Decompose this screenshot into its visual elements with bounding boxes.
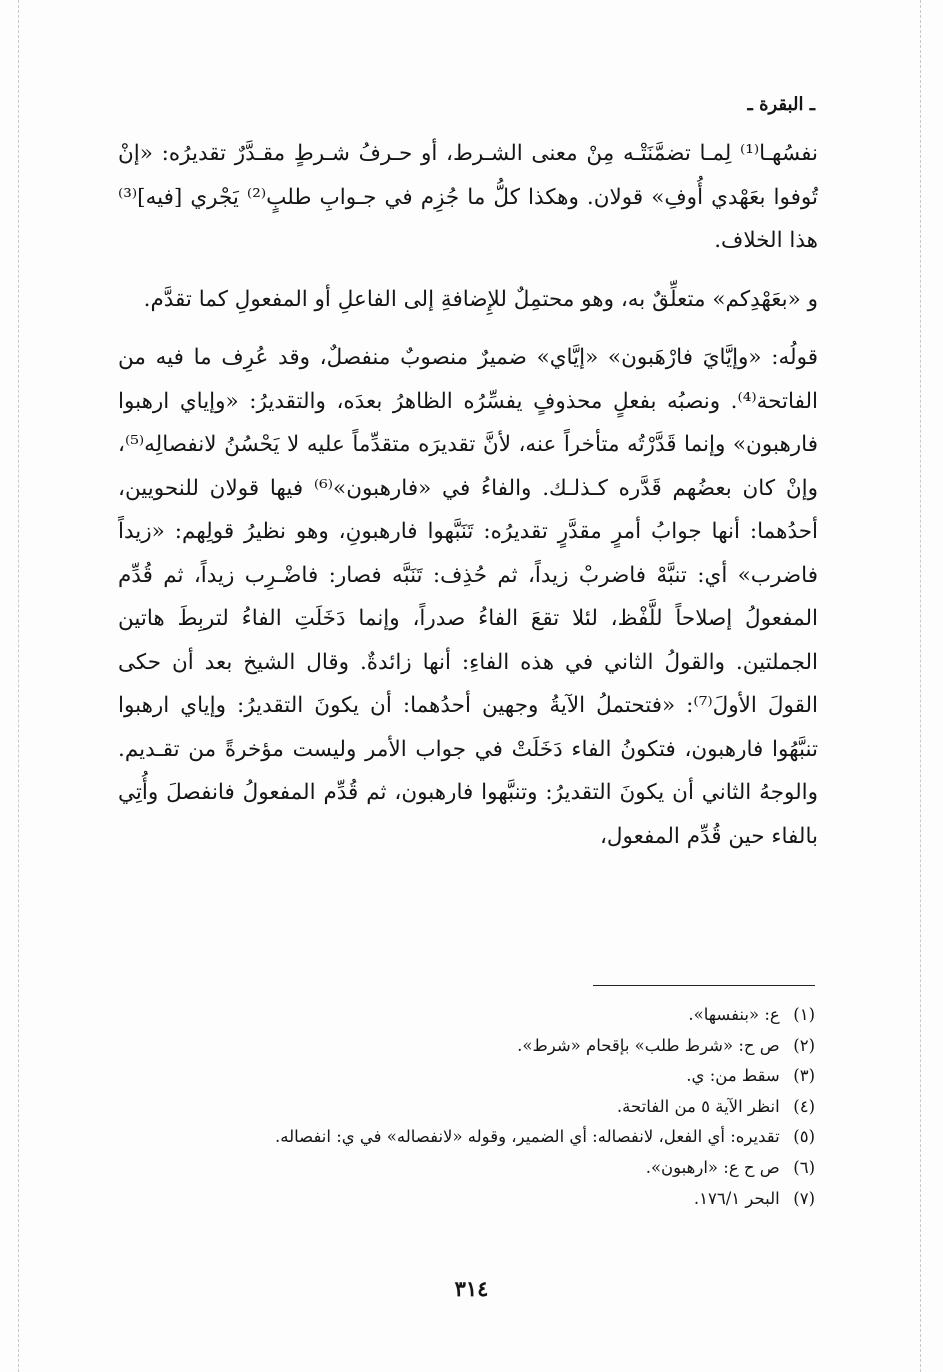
paragraph-3: قولُه: «وإيَّايَ فارْهَبون» «إيَّاي» ضميرٌ منصوبٌ منفصلٌ، وقد عُرِف ما فيه من الفاتحة⁽⁴⁾. ونصبُه بفعلٍ محذوفٍ يفسِّرُه الظاهرُ بعدَه، والتقديرُ: «وإياي ارهبوا فارهبون» وإنما قَدَّرْتُه متأخراً عنه، لأنَّ تقديرَه متقدِّماً عليه لا يَحْسُنُ لانفصالِه⁽⁵⁾، وإنْ كان بعضُهم قَدَّره كـذلـك. والفاءُ في «فارهبون»⁽⁶⁾ فيها قولان للنحويين، أحدُهما: أنها جوابُ أمرٍ مقدَّرٍ تقديرُه: تَنَبَّهوا فارهبونِ، وهو نظيرُ قولِهم: «زيداً فاضرب» أي: تنبَّهْ فاضربْ زيداً، ثم حُذِف: تَنَبَّه فصار: فاضْـرِب زيداً، ثم قُدِّم المفعولُ إصلاحاً للَّفْظ، لئلا تقعَ الفاءُ صدراً، وإنما دَخَلَتِ الفاءُ لتربِطَ هاتين الجملتين. والقولُ الثاني في هذه الفاءِ: أنها زائدةٌ. وقال الشيخ بعد أن حكى القولَ الأولَ⁽⁷⁾: «فتحتملُ الآيةُ وجهين أحدُهما: أن يكونَ التقديرُ: وإياي ارهبوا تنبَّهُوا فارهبون، فتكونُ الفاء دَخَلَتْ في جواب الأمر وليست مؤخرةً من تقـديم. والوجهُ الثاني أن يكونَ التقديرُ: وتنبَّهوا فارهبون، ثم قُدِّم المفعولُ فانفصلَ وأُتِي بالفاء حين قُدِّم المفعول، (118, 345, 818, 849)
footnote-7 (125, 1184, 815, 1215)
footnote-3 (125, 1061, 815, 1092)
footnote-text: سقط من: ي. (686, 1066, 780, 1086)
paragraph-2: و «بعَهْدِكم» متعلِّقٌ به، وهو محتمِلٌ للإِضافةِ إلى الفاعلِ أو المفعولِ كما تقدَّم. (143, 286, 818, 312)
footnote-text: ص ح ع: «ارهبون». (645, 1157, 780, 1177)
footnote-number: (١) (793, 1005, 815, 1024)
footnote-number: (٤) (793, 1096, 815, 1116)
footnote-number: (٦) (793, 1157, 815, 1177)
footnote-5 (125, 1122, 815, 1153)
footnote-number: (٣) (793, 1066, 815, 1086)
footnote-number: (٧) (793, 1188, 815, 1208)
footnote-text: البحر ١٧٦/١. (693, 1188, 780, 1208)
footnote-text: تقديره: أي الفعل، لانفصاله: أي الضمير، وقوله «لانفصاله» في ي: انفصاله. (274, 1127, 780, 1147)
page-edge-right (920, 0, 921, 1372)
footnote-text: انظر الآية ٥ من الفاتحة. (616, 1096, 780, 1116)
footnote-4 (125, 1092, 815, 1123)
footnote-text: ع: «بنفسها». (688, 1005, 780, 1024)
footnote-text: ص ح: «شرط طلب» بإقحام «شرط». (517, 1035, 780, 1055)
paragraph-1: نفسُهـا⁽¹⁾ لِمـا تضمَّنَتْـه مِنْ معنى الشـرط، أو حـرفُ شـرطٍ مقـدَّرٌ تقديرُه: «إنْ تُوفوا بعَهْدي أُوفِ» قولان. وهكذا كلُّ ما جُزِم في جـوابِ طلبٍ⁽²⁾ يَجْري [فيه]⁽³⁾ هذا الخلاف. (118, 141, 818, 253)
page-edge-left (18, 0, 19, 1372)
running-header: ـ البقرة ـ (747, 94, 815, 115)
page-number: ٣١٤ (454, 1276, 489, 1301)
footnote-number: (٥) (793, 1127, 815, 1147)
footnote-1 (125, 1000, 815, 1031)
footnote-2 (125, 1031, 815, 1062)
footnote-number: (٢) (793, 1035, 815, 1055)
footnotes (125, 1000, 815, 1214)
footnote-separator (593, 985, 815, 986)
footnote-6 (125, 1153, 815, 1184)
main-text (118, 132, 818, 858)
